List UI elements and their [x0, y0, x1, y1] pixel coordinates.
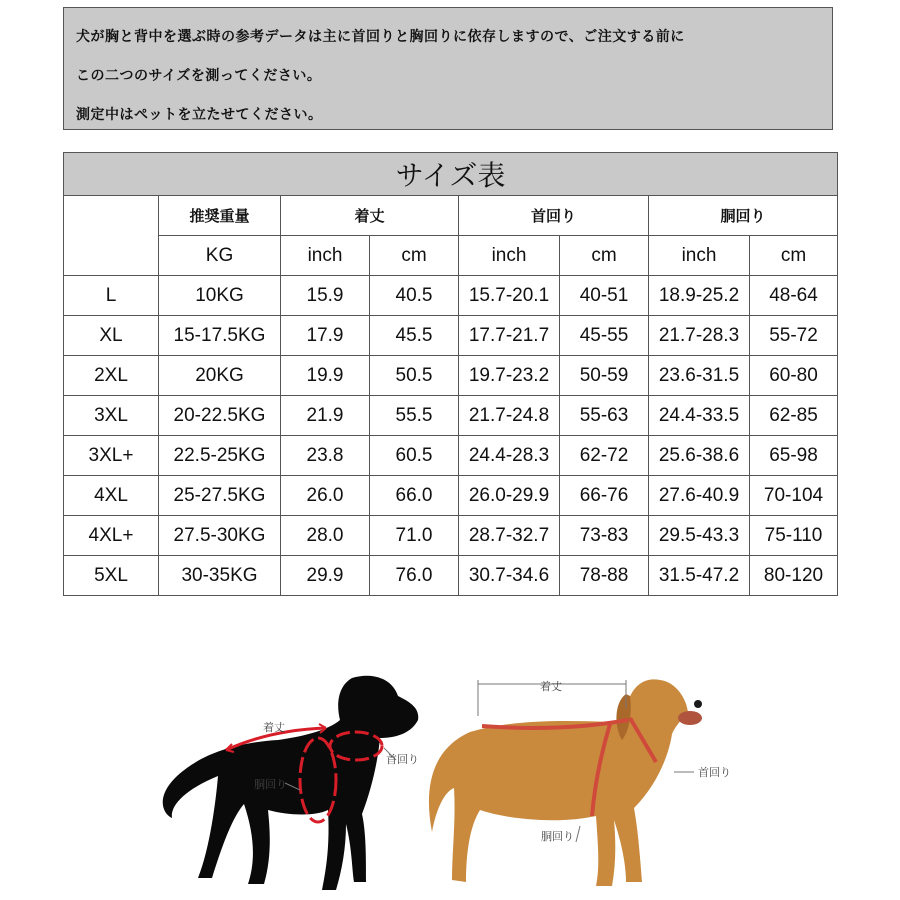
cell-chest-cm: 65-98	[750, 436, 838, 476]
unit-length-cm: cm	[370, 236, 459, 276]
cell-length-cm: 60.5	[370, 436, 459, 476]
cell-chest-cm: 48-64	[750, 276, 838, 316]
size-table-body	[64, 153, 838, 596]
golden-dog-drawing	[429, 679, 702, 886]
cell-chest-inch: 18.9-25.2	[649, 276, 750, 316]
cell-neck-inch: 30.7-34.6	[459, 556, 560, 596]
header-length: 着丈	[281, 196, 459, 236]
unit-neck-inch: inch	[459, 236, 560, 276]
cell-chest-inch: 25.6-38.6	[649, 436, 750, 476]
cell-chest-inch: 31.5-47.2	[649, 556, 750, 596]
size-table	[63, 152, 838, 596]
table-row	[64, 476, 838, 516]
cell-length-cm: 45.5	[370, 316, 459, 356]
measurement-illustrations	[0, 620, 900, 900]
cell-length-inch: 21.9	[281, 396, 370, 436]
cell-size: 4XL	[64, 476, 159, 516]
right-chest-label: 胴回り	[541, 830, 574, 843]
cell-length-cm: 40.5	[370, 276, 459, 316]
cell-neck-cm: 45-55	[560, 316, 649, 356]
cell-neck-inch: 24.4-28.3	[459, 436, 560, 476]
cell-size: XL	[64, 316, 159, 356]
table-row	[64, 316, 838, 356]
cell-length-cm: 50.5	[370, 356, 459, 396]
cell-size: 3XL+	[64, 436, 159, 476]
table-row	[64, 516, 838, 556]
cell-neck-inch: 17.7-21.7	[459, 316, 560, 356]
notice-line-2: この二つのサイズを測ってください。	[76, 68, 322, 84]
cell-neck-cm: 50-59	[560, 356, 649, 396]
header-neck: 首回り	[459, 196, 649, 236]
cell-length-inch: 17.9	[281, 316, 370, 356]
cell-neck-cm: 40-51	[560, 276, 649, 316]
left-chest-label: 胴回り	[254, 778, 287, 791]
cell-chest-inch: 27.6-40.9	[649, 476, 750, 516]
table-row	[64, 396, 838, 436]
cell-neck-cm: 66-76	[560, 476, 649, 516]
black-dog-silhouette	[163, 676, 419, 890]
unit-chest-cm: cm	[750, 236, 838, 276]
cell-chest-inch: 23.6-31.5	[649, 356, 750, 396]
cell-weight: 15-17.5KG	[159, 316, 281, 356]
cell-size: 5XL	[64, 556, 159, 596]
corner-cell	[64, 196, 159, 276]
right-length-label: 着丈	[540, 680, 562, 693]
notice-line-3: 測定中はペットを立たせてください。	[76, 107, 323, 123]
table-row	[64, 356, 838, 396]
left-length-label: 着丈	[263, 721, 285, 734]
cell-chest-cm: 75-110	[750, 516, 838, 556]
cell-chest-inch: 21.7-28.3	[649, 316, 750, 356]
right-neck-label: 首回り	[698, 766, 731, 779]
cell-weight: 27.5-30KG	[159, 516, 281, 556]
cell-length-cm: 66.0	[370, 476, 459, 516]
cell-neck-cm: 73-83	[560, 516, 649, 556]
unit-weight: KG	[159, 236, 281, 276]
cell-length-inch: 23.8	[281, 436, 370, 476]
table-row	[64, 556, 838, 596]
cell-neck-inch: 26.0-29.9	[459, 476, 560, 516]
header-chest: 胴回り	[649, 196, 838, 236]
cell-neck-inch: 15.7-20.1	[459, 276, 560, 316]
cell-neck-inch: 19.7-23.2	[459, 356, 560, 396]
cell-length-inch: 28.0	[281, 516, 370, 556]
cell-length-cm: 71.0	[370, 516, 459, 556]
cell-weight: 22.5-25KG	[159, 436, 281, 476]
cell-length-cm: 76.0	[370, 556, 459, 596]
cell-neck-cm: 55-63	[560, 396, 649, 436]
cell-neck-cm: 78-88	[560, 556, 649, 596]
cell-size: 4XL+	[64, 516, 159, 556]
table-title: サイズ表	[64, 153, 838, 196]
cell-chest-inch: 24.4-33.5	[649, 396, 750, 436]
cell-neck-inch: 21.7-24.8	[459, 396, 560, 436]
unit-chest-inch: inch	[649, 236, 750, 276]
cell-size: 2XL	[64, 356, 159, 396]
cell-weight: 10KG	[159, 276, 281, 316]
left-neck-label: 首回り	[386, 753, 419, 766]
cell-length-inch: 29.9	[281, 556, 370, 596]
header-weight: 推奨重量	[159, 196, 281, 236]
table-row	[64, 276, 838, 316]
cell-chest-cm: 55-72	[750, 316, 838, 356]
cell-size: L	[64, 276, 159, 316]
cell-chest-cm: 80-120	[750, 556, 838, 596]
cell-length-inch: 19.9	[281, 356, 370, 396]
cell-chest-cm: 60-80	[750, 356, 838, 396]
unit-neck-cm: cm	[560, 236, 649, 276]
cell-neck-cm: 62-72	[560, 436, 649, 476]
cell-chest-cm: 70-104	[750, 476, 838, 516]
notice-line-1: 犬が胸と背中を選ぶ時の参考データは主に首回りと胸回りに依存しますので、ご注文する前に	[76, 29, 685, 45]
cell-weight: 20-22.5KG	[159, 396, 281, 436]
cell-length-cm: 55.5	[370, 396, 459, 436]
cell-length-inch: 26.0	[281, 476, 370, 516]
cell-neck-inch: 28.7-32.7	[459, 516, 560, 556]
cell-size: 3XL	[64, 396, 159, 436]
cell-chest-cm: 62-85	[750, 396, 838, 436]
cell-chest-inch: 29.5-43.3	[649, 516, 750, 556]
cell-weight: 25-27.5KG	[159, 476, 281, 516]
notice-box	[63, 7, 833, 130]
table-row	[64, 436, 838, 476]
cell-length-inch: 15.9	[281, 276, 370, 316]
cell-weight: 30-35KG	[159, 556, 281, 596]
cell-weight: 20KG	[159, 356, 281, 396]
unit-length-inch: inch	[281, 236, 370, 276]
